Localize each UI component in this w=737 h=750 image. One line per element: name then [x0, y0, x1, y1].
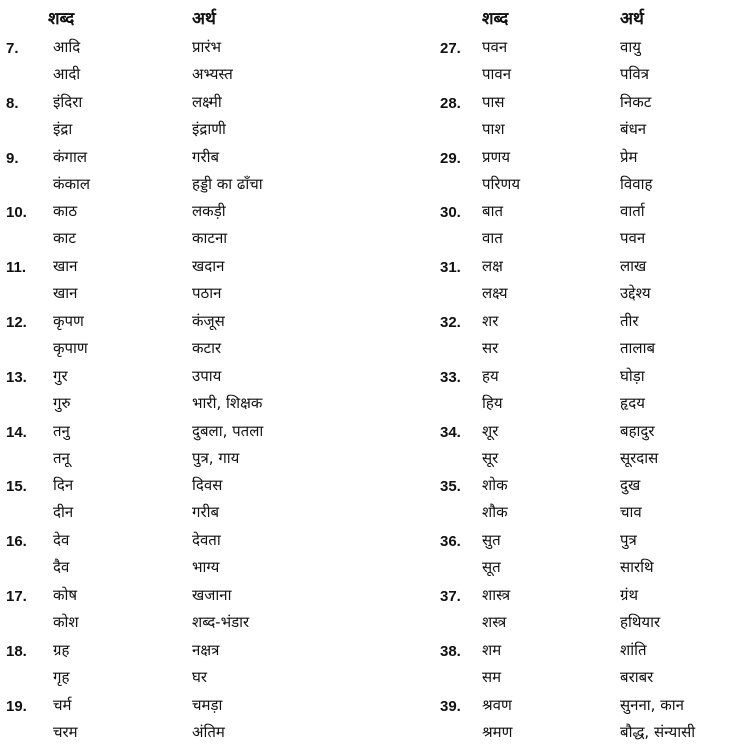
meaning-2: शब्द-भंडार	[192, 613, 250, 631]
word-1: कंगाल	[53, 147, 88, 166]
meaning-1: खजाना	[192, 586, 232, 604]
word-2: हिय	[482, 393, 503, 412]
word-2: चरम	[53, 722, 78, 741]
meaning-1: देवता	[192, 531, 221, 550]
meaning-2: विवाह	[620, 174, 653, 193]
pair-number: 36.	[440, 533, 461, 551]
meaning-1: उपाय	[192, 366, 222, 385]
pair-number: 32.	[440, 314, 461, 331]
word-pair	[365, 92, 737, 147]
pair-number: 18.	[6, 642, 27, 660]
meaning-1: दिवस	[192, 476, 223, 495]
meaning-2: गरीब	[192, 503, 220, 522]
word-pair	[365, 585, 737, 640]
meaning-2: हड्डी का ढाँचा	[192, 174, 263, 193]
word-2: काट	[53, 229, 76, 248]
meaning-2: भारी, शिक्षक	[192, 393, 263, 412]
pair-number: 29.	[440, 149, 461, 167]
word-pair	[0, 585, 365, 640]
word-pair	[365, 421, 737, 476]
meaning-1: लाख	[620, 257, 647, 276]
pair-number: 11.	[6, 259, 27, 277]
pair-number: 33.	[440, 368, 461, 386]
word-1: बात	[482, 202, 504, 221]
word-1: शास्त्र	[482, 586, 511, 604]
word-2: सूर	[482, 448, 499, 467]
word-2: कंकाल	[53, 174, 91, 193]
word-1: खान	[53, 257, 78, 276]
meaning-1: प्रेम	[620, 147, 638, 166]
word-2: गुरु	[53, 393, 71, 412]
word-1: देव	[53, 531, 70, 550]
pair-number: 15.	[6, 478, 27, 496]
pair-number: 39.	[440, 697, 461, 715]
pair-number: 35.	[440, 478, 461, 496]
pair-number: 7.	[6, 40, 19, 57]
word-pair	[0, 201, 365, 256]
meaning-1: लक्ष्मी	[192, 92, 222, 111]
word-pair	[365, 37, 737, 92]
meaning-2: तालाब	[620, 339, 656, 357]
word-2: श्रमण	[482, 722, 513, 741]
word-pair	[365, 695, 737, 750]
pair-number: 14.	[6, 423, 27, 441]
word-1: शम	[482, 640, 502, 659]
word-1: चर्म	[53, 695, 72, 714]
meaning-1: पुत्र	[620, 531, 637, 550]
pair-number: 37.	[440, 588, 461, 605]
meaning-2: उद्देश्य	[620, 284, 651, 303]
word-2: शौक	[482, 503, 508, 522]
word-pair	[0, 475, 365, 530]
word-pair	[0, 311, 365, 366]
meaning-1: कंजूस	[192, 312, 225, 330]
word-1: लक्ष	[482, 257, 503, 276]
pair-number: 31.	[440, 259, 461, 277]
meaning-2: घर	[192, 667, 208, 686]
word-pair	[365, 147, 737, 202]
meaning-2: कटार	[192, 339, 222, 357]
word-1: शर	[482, 312, 499, 330]
meaning-1: लकड़ी	[192, 202, 226, 221]
meaning-1: दुख	[620, 476, 641, 495]
word-1: इंदिरा	[53, 92, 83, 111]
word-2: कृपाण	[53, 339, 88, 357]
meaning-1: बहादुर	[620, 421, 655, 440]
meaning-2: काटना	[192, 229, 228, 248]
meaning-1: ग्रंथ	[620, 586, 639, 604]
word-pair	[0, 147, 365, 202]
word-2: खान	[53, 284, 78, 303]
meaning-1: प्रारंभ	[192, 38, 222, 56]
word-pair	[0, 256, 365, 311]
word-2: इंद्रा	[53, 119, 73, 138]
meaning-1: घोड़ा	[620, 366, 645, 385]
word-2: सर	[482, 339, 499, 357]
pair-number: 12.	[6, 314, 27, 331]
word-1: ग्रह	[53, 640, 70, 659]
pair-number: 38.	[440, 642, 461, 660]
word-2: सूत	[482, 558, 501, 577]
meaning-2: अभ्यस्त	[192, 65, 233, 83]
word-2: परिणय	[482, 174, 521, 193]
word-pair	[365, 530, 737, 585]
word-pair	[365, 201, 737, 256]
pair-number: 17.	[6, 588, 27, 605]
word-1: कृपण	[53, 312, 84, 330]
meaning-2: पठान	[192, 284, 222, 303]
meaning-1: निकट	[620, 92, 652, 111]
word-2: आदी	[53, 65, 81, 83]
word-header: शब्द	[482, 9, 509, 29]
word-pair	[365, 256, 737, 311]
meaning-1: चमड़ा	[192, 695, 223, 714]
meaning-2: बंधन	[620, 119, 647, 138]
word-pair	[0, 640, 365, 695]
word-pair	[0, 37, 365, 92]
word-2: कोश	[53, 613, 79, 631]
meaning-2: चाव	[620, 503, 642, 522]
pair-number: 27.	[440, 40, 461, 57]
meaning-1: दुबला, पतला	[192, 421, 264, 440]
meaning-1: गरीब	[192, 147, 220, 166]
word-1: कोष	[53, 586, 78, 604]
meaning-1: नक्षत्र	[192, 640, 220, 659]
word-pair	[0, 695, 365, 750]
meaning-1: तीर	[620, 312, 639, 330]
meaning-2: सारथि	[620, 558, 654, 577]
word-1: शोक	[482, 476, 508, 495]
meaning-1: शांति	[620, 640, 647, 659]
word-1: आदि	[53, 38, 81, 56]
word-2: सम	[482, 667, 502, 686]
word-header: शब्द	[48, 9, 75, 29]
word-1: हय	[482, 366, 499, 385]
word-1: दिन	[53, 476, 74, 495]
word-2: पाश	[482, 119, 505, 138]
pair-number: 9.	[6, 149, 19, 167]
word-1: पास	[482, 92, 505, 111]
word-1: सुत	[482, 531, 501, 550]
word-1: काठ	[53, 202, 78, 221]
word-pair	[0, 92, 365, 147]
word-pair	[365, 475, 737, 530]
word-2: दैव	[53, 558, 70, 577]
word-2: तनू	[53, 448, 70, 467]
word-2: लक्ष्य	[482, 284, 508, 303]
pair-number: 16.	[6, 533, 27, 551]
pair-number: 28.	[440, 94, 461, 112]
pair-number: 13.	[6, 368, 27, 386]
word-pair	[365, 311, 737, 366]
meaning-2: पवन	[620, 229, 646, 248]
meaning-2: अंतिम	[192, 722, 225, 741]
pair-number: 8.	[6, 94, 19, 112]
meaning-header: अर्थ	[620, 9, 644, 29]
pair-number: 10.	[6, 204, 27, 222]
word-2: गृह	[53, 667, 70, 686]
meaning-2: हृदय	[620, 393, 645, 412]
meaning-2: भाग्य	[192, 558, 220, 577]
word-1: पवन	[482, 38, 508, 56]
meaning-1: सुनना, कान	[620, 695, 684, 714]
word-1: प्रणय	[482, 147, 511, 166]
word-pair	[0, 530, 365, 585]
meaning-2: हथियार	[620, 613, 661, 631]
meaning-2: पवित्र	[620, 65, 650, 83]
meaning-2: इंद्राणी	[192, 119, 226, 138]
word-2: वात	[482, 229, 503, 248]
word-1: गुर	[53, 366, 68, 385]
word-2: पावन	[482, 65, 512, 83]
meaning-1: वायु	[620, 38, 641, 56]
meaning-2: बराबर	[620, 667, 654, 686]
pair-number: 19.	[6, 697, 27, 715]
word-1: श्रवण	[482, 695, 512, 714]
word-1: तनु	[53, 421, 70, 440]
word-pair	[365, 366, 737, 421]
pair-number: 34.	[440, 423, 461, 441]
word-pair	[0, 366, 365, 421]
pair-number: 30.	[440, 204, 461, 222]
word-pair	[365, 640, 737, 695]
word-2: दीन	[53, 503, 74, 522]
meaning-header: अर्थ	[192, 9, 216, 29]
meaning-2: सूरदास	[620, 448, 659, 467]
meaning-2: बौद्ध, संन्यासी	[620, 722, 696, 741]
meaning-1: वार्ता	[620, 202, 645, 221]
word-pair	[0, 421, 365, 476]
meaning-2: पुत्र, गाय	[192, 448, 240, 467]
word-2: शस्त्र	[482, 613, 507, 631]
word-1: शूर	[482, 421, 499, 440]
meaning-1: खदान	[192, 257, 225, 276]
